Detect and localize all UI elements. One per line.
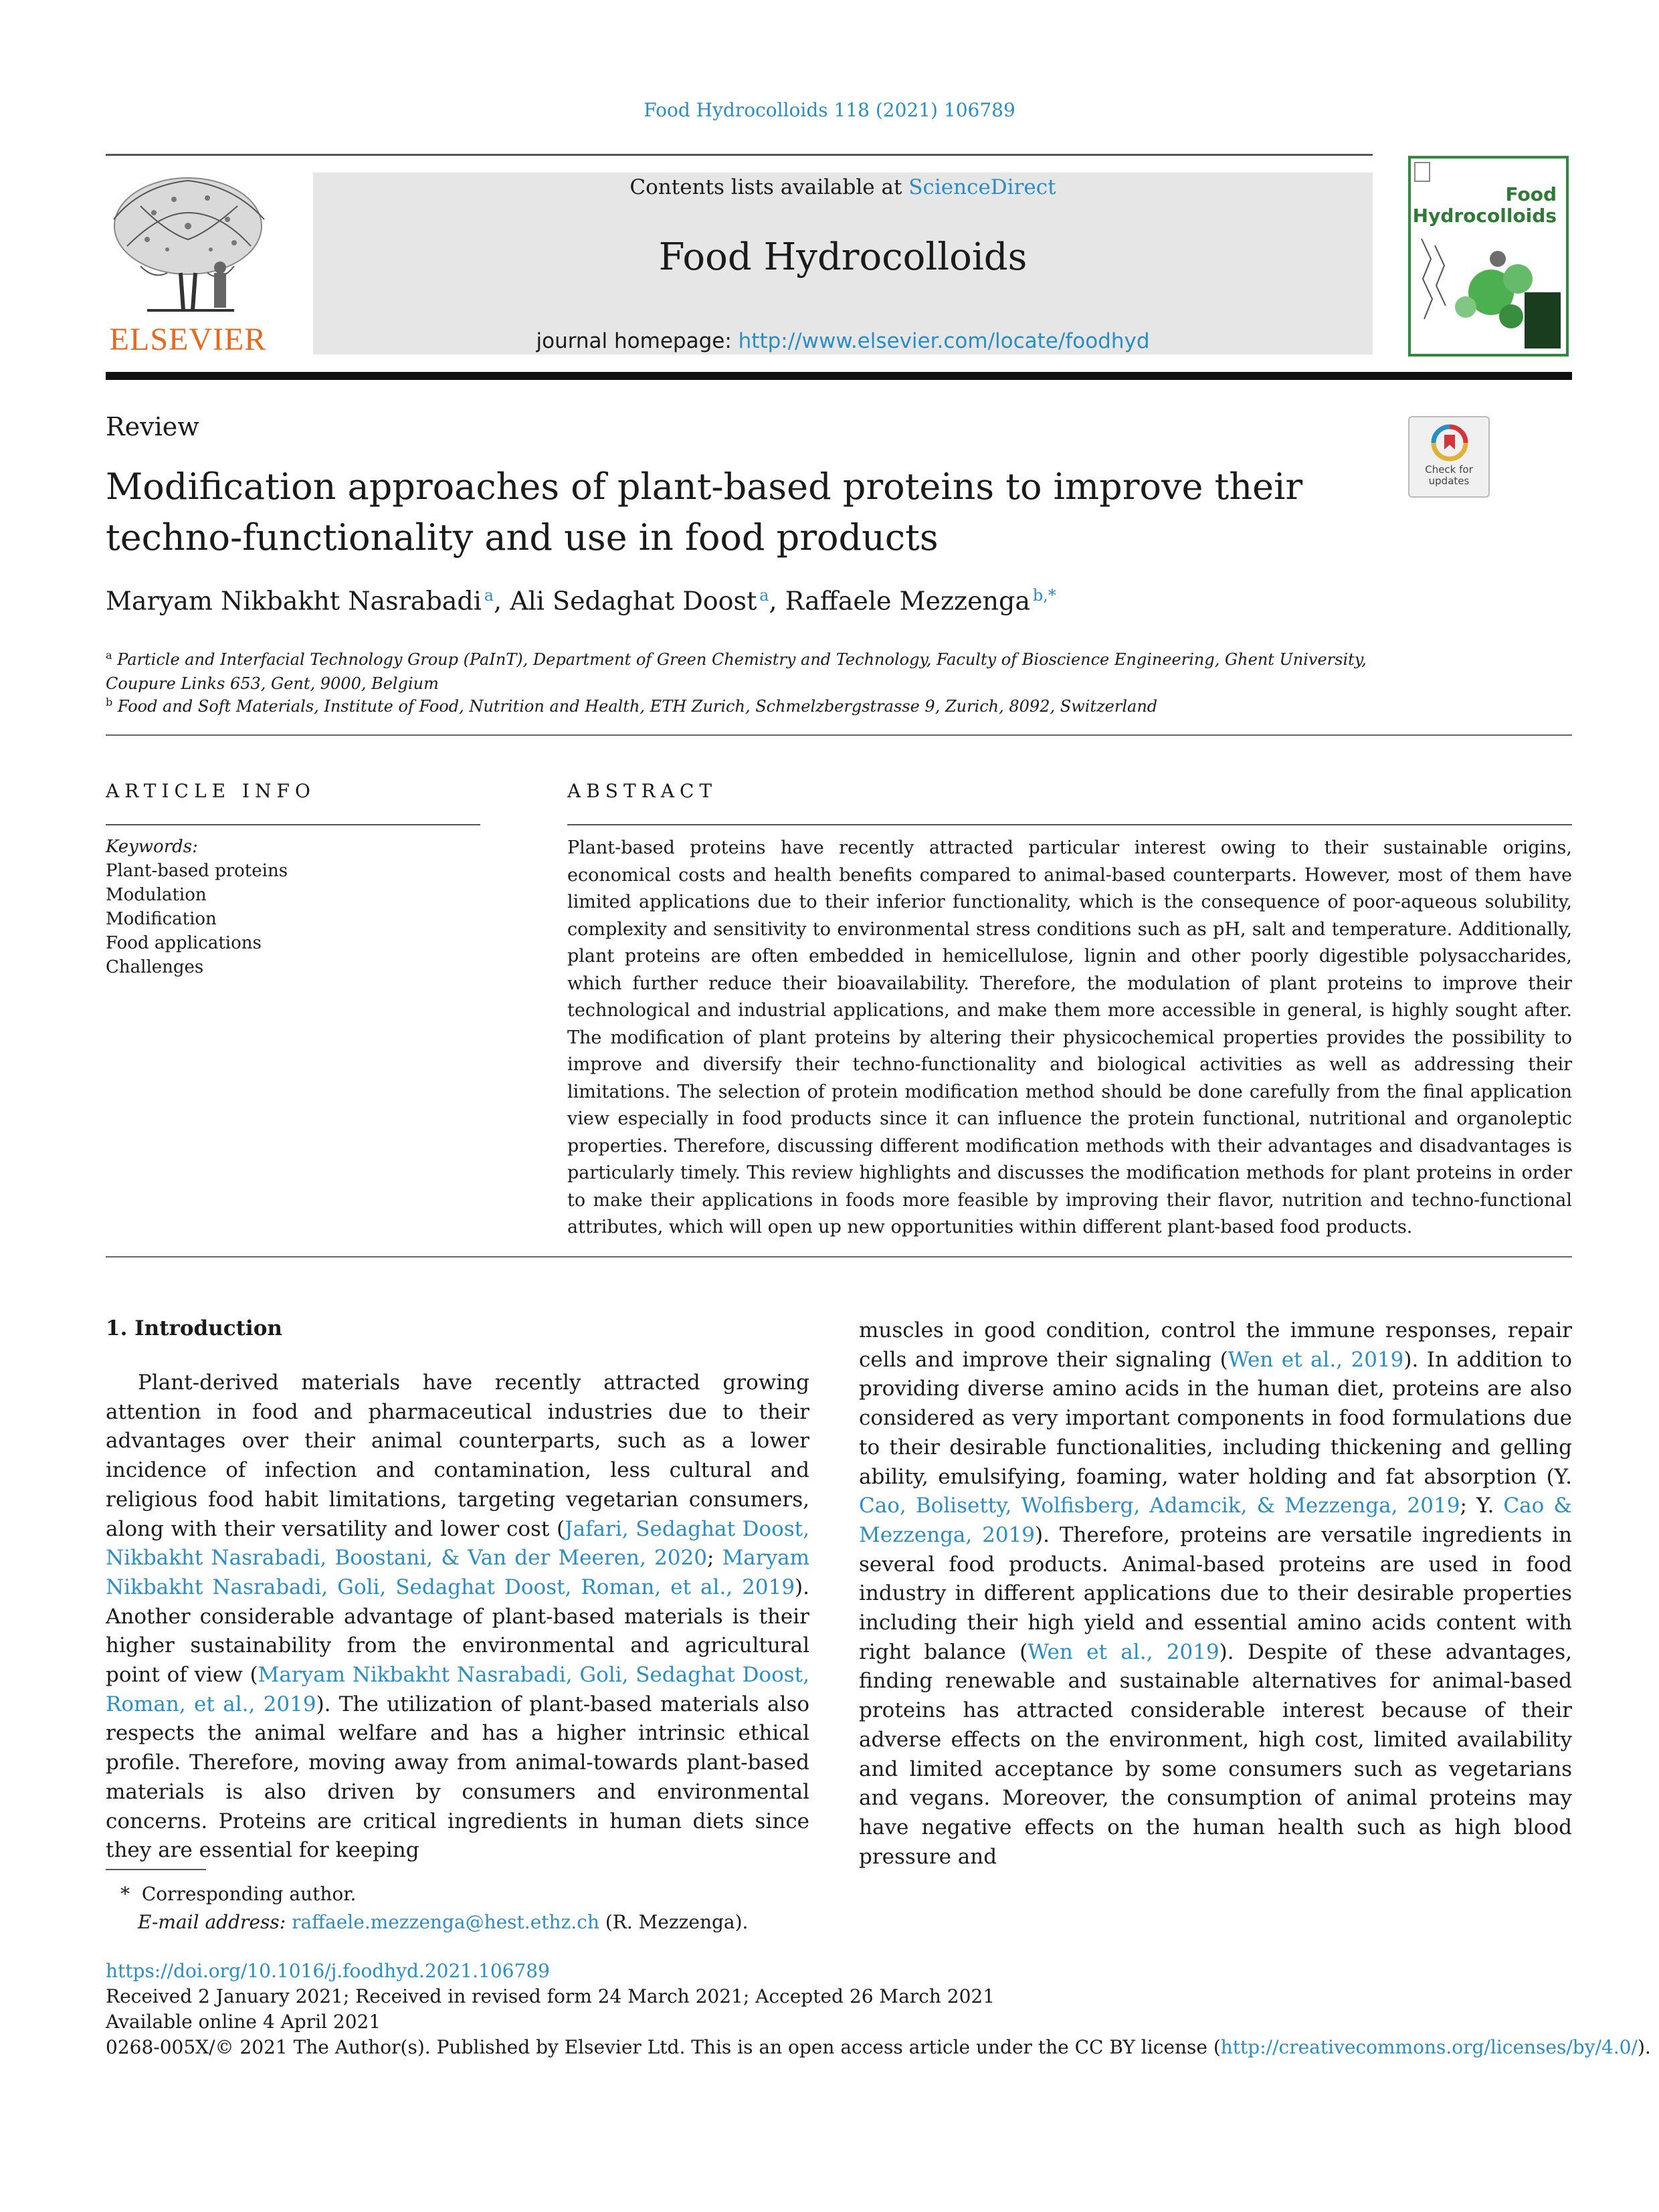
intro-column-left: Plant-derived materials have recently attracted growing attention in food and pharmaceutical industries due to their advantages over their animal counterparts, such as a lower incidence of infection and contamination, less cultural and religious food habit limitations, targeting vegetarian consumers, along with their versatility and lower cost (Jafari, Sedaghat Doost, Nikbakht Nasrabadi, Boostani, & Van der Meeren, 2020; Maryam Nikbakht Nasrabadi, Goli, Sedaghat Doost, Roman, et al., 2019). Another considerable advantage of plant-based materials is their higher sustainability from the environmental and agricultural point of view (Maryam Nikbakht Nasrabadi, Goli, Sedaghat Doost, Roman, et al., 2019). The utilization of plant-based materials also respects the animal welfare and has a higher intrinsic ethical profile. Therefore, moving away from animal-towards plant-based materials is also driven by consumers and environmental concerns. Proteins are critical ingredients in human diets since they are essential for keeping xyxy=(106,1371,809,1863)
intro-column-right: muscles in good condition, control the immune responses, repair cells and improve their signaling (Wen et al., 2019). In addition to providing diverse amino acids in the human diet, proteins are also considered as very important components in food formulations due to their desirable functionalities, including thickening and gelling ability, emulsifying, foaming, water holding and fat absorption (Y. Cao, Bolisetty, Wolfisberg, Adamcik, & Mezzenga, 2019; Y. Cao & Mezzenga, 2019). Therefore, proteins are versatile ingredients in several food products. Animal-based proteins are used in food industry in different applications due to their desirable properties including their high yield and essential amino acids content with right balance (Wen et al., 2019). Despite of these advantages, finding renewable and sustainable alternatives for animal-based proteins has attracted considerable interest because of their adverse effects on the environment, high cost, limited availability and limited acceptance by some consumers such as vegetarians and vegans. Moreover, the consumption of animal proteins may have negative effects on the human health such as high blood pressure and xyxy=(859,1318,1573,1869)
abstract-text: Plant-based proteins have recently attracted particular interest owing to their sustainable origins, economical costs and health benefits compared to animal-based counterparts. However, most of them have limited applications due to their inferior functionality, which is the consequence of poor-aqueous solubility, complexity and sensitivity to environmental stress conditions such as pH, salt and temperature. Additionally, plant proteins are often embedded in hemicellulose, lignin and other poorly digestible polysaccharides, which further reduce their bioavailability. Therefore, the modulation of plant proteins to improve their technological and industrial applications, and make them more accessible in general, is highly sought after. The modification of plant proteins by altering their physicochemical properties provides the possibility to improve and diversify their techno-functionality and biological activities as well as addressing their limitations. The selection of protein modification method should be done carefully from the final application view especially in food products since it can influence the protein functional, nutritional and organoleptic properties. Therefore, discussing different modification methods with their advantages and disadvantages is particularly timely. This review highlights and discusses the modification methods for plant proteins in order to make their applications in foods more feasible by improving their flavor, nutrition and techno-functional attributes, which will open up new opportunities within different plant-based food products. xyxy=(567,837,1572,1237)
citation-link[interactable]: Cao, Bolisetty, Wolfisberg, Adamcik, & Mezzenga, 2019 xyxy=(859,1494,1460,1518)
header-thick-rule xyxy=(106,372,1572,380)
abstract-rule xyxy=(567,824,1572,825)
elsevier-tree-icon xyxy=(100,173,276,318)
author-name: Raffaele Mezzenga xyxy=(785,586,1031,616)
affiliation-a: $^a$ Particle and Interfacial Technology Group (PaInT), Department of Green Chemistry and Technology, Faculty of Bioscience Engineering, Ghent University, Coupure Links 653, Gent, 9000, Belgium xyxy=(106,649,1367,693)
journal-homepage: journal homepage: http://www.elsevier.com/locate/foodhyd xyxy=(536,329,1150,353)
citation-link[interactable]: Wen et al., 2019 xyxy=(1028,1639,1219,1664)
abstract-end-rule xyxy=(106,1256,1572,1258)
cover-molecule-icon xyxy=(1411,159,1566,354)
email-note: E-mail address: raffaele.mezzenga@hest.ethz.ch (R. Mezzenga). xyxy=(138,1911,749,1933)
corresponding-note: * Corresponding author. xyxy=(120,1883,357,1905)
author-affil-mark[interactable]: a xyxy=(759,586,769,605)
author-affil-mark[interactable]: a xyxy=(484,586,494,605)
citation-link[interactable]: Maryam Nikbakht Nasrabadi, Goli, Sedaghat Doost, Roman, et al., 2019 xyxy=(106,1546,809,1599)
check-updates-label: Check for updates xyxy=(1425,464,1473,487)
author-affil-mark[interactable]: b,* xyxy=(1032,586,1056,605)
elsevier-wordmark: ELSEVIER xyxy=(109,322,267,357)
keyword: Modulation xyxy=(106,885,207,905)
keywords-list xyxy=(106,835,288,979)
article-title: Modification approaches of plant-based proteins to improve their techno-functionality and use in food products xyxy=(106,466,1303,559)
license-line: 0268-005X/© 2021 The Author(s). Published by Elsevier Ltd. This is an open access article under the CC BY license (http://creativecommons.org/licenses/by/4.0/). xyxy=(106,2036,1651,2058)
article-info-heading: ARTICLE INFO xyxy=(106,780,316,802)
received-dates: Received 2 January 2021; Received in revised form 24 March 2021; Accepted 26 March 2021 xyxy=(106,1985,995,2007)
abstract-heading: ABSTRACT xyxy=(567,780,718,802)
email-link[interactable]: raffaele.mezzenga@hest.ethz.ch xyxy=(292,1911,599,1933)
header-rule xyxy=(106,154,1373,156)
sciencedirect-link[interactable]: ScienceDirect xyxy=(908,175,1056,199)
author-name: Ali Sedaghat Doost xyxy=(510,586,757,616)
check-for-updates-button[interactable] xyxy=(1408,416,1490,498)
citation-link[interactable]: Jafari, Sedaghat Doost, Nikbakht Nasrabadi, Boostani, & Van der Meeren, 2020 xyxy=(106,1516,809,1571)
article-type: Review xyxy=(106,412,199,441)
license-link[interactable]: http://creativecommons.org/licenses/by/4.0/ xyxy=(1220,2036,1638,2058)
keyword: Plant-based proteins xyxy=(106,861,288,881)
cover-title: Food Hydrocolloids xyxy=(1412,183,1557,227)
author-list: Maryam Nikbakht Nasrabadi $^a$, Ali Sedaghat Doost $^a$, Raffaele Mezzenga $^{b,*}$ xyxy=(106,586,1056,616)
author-name: Maryam Nikbakht Nasrabadi xyxy=(106,586,482,616)
elsevier-logo xyxy=(100,173,276,360)
journal-title: Food Hydrocolloids xyxy=(658,235,1028,279)
doi-link[interactable]: https://doi.org/10.1016/j.foodhyd.2021.106789 xyxy=(106,1960,550,1982)
section-rule xyxy=(106,734,1572,736)
footnote-rule xyxy=(106,1869,206,1870)
homepage-link[interactable]: http://www.elsevier.com/locate/foodhyd xyxy=(738,329,1150,353)
citation-link[interactable]: Maryam Nikbakht Nasrabadi, Goli, Sedaghat Doost, Roman, et al., 2019 xyxy=(106,1663,809,1716)
article-info-rule xyxy=(106,824,480,825)
check-updates-icon xyxy=(1430,423,1470,463)
citation-link[interactable]: Wen et al., 2019 xyxy=(1228,1347,1404,1372)
available-online: Available online 4 April 2021 xyxy=(106,2011,381,2033)
contents-line: Contents lists available at ScienceDirect xyxy=(629,175,1056,199)
keywords-label: Keywords: xyxy=(106,837,198,857)
introduction-heading: 1. Introduction xyxy=(106,1316,282,1340)
citation-link[interactable]: Cao & Mezzenga, 2019 xyxy=(859,1494,1572,1547)
keyword: Modification xyxy=(106,909,217,929)
journal-reference[interactable]: Food Hydrocolloids 118 (2021) 106789 xyxy=(644,99,1015,121)
keyword: Challenges xyxy=(106,957,204,977)
affiliation-b: $^b$ Food and Soft Materials, Institute of Food, Nutrition and Health, ETH Zurich, Schmelzbergstrasse 9, Zurich, 8092, Switzerland xyxy=(106,696,1158,716)
journal-cover[interactable] xyxy=(1408,156,1569,357)
keyword: Food applications xyxy=(106,933,262,953)
